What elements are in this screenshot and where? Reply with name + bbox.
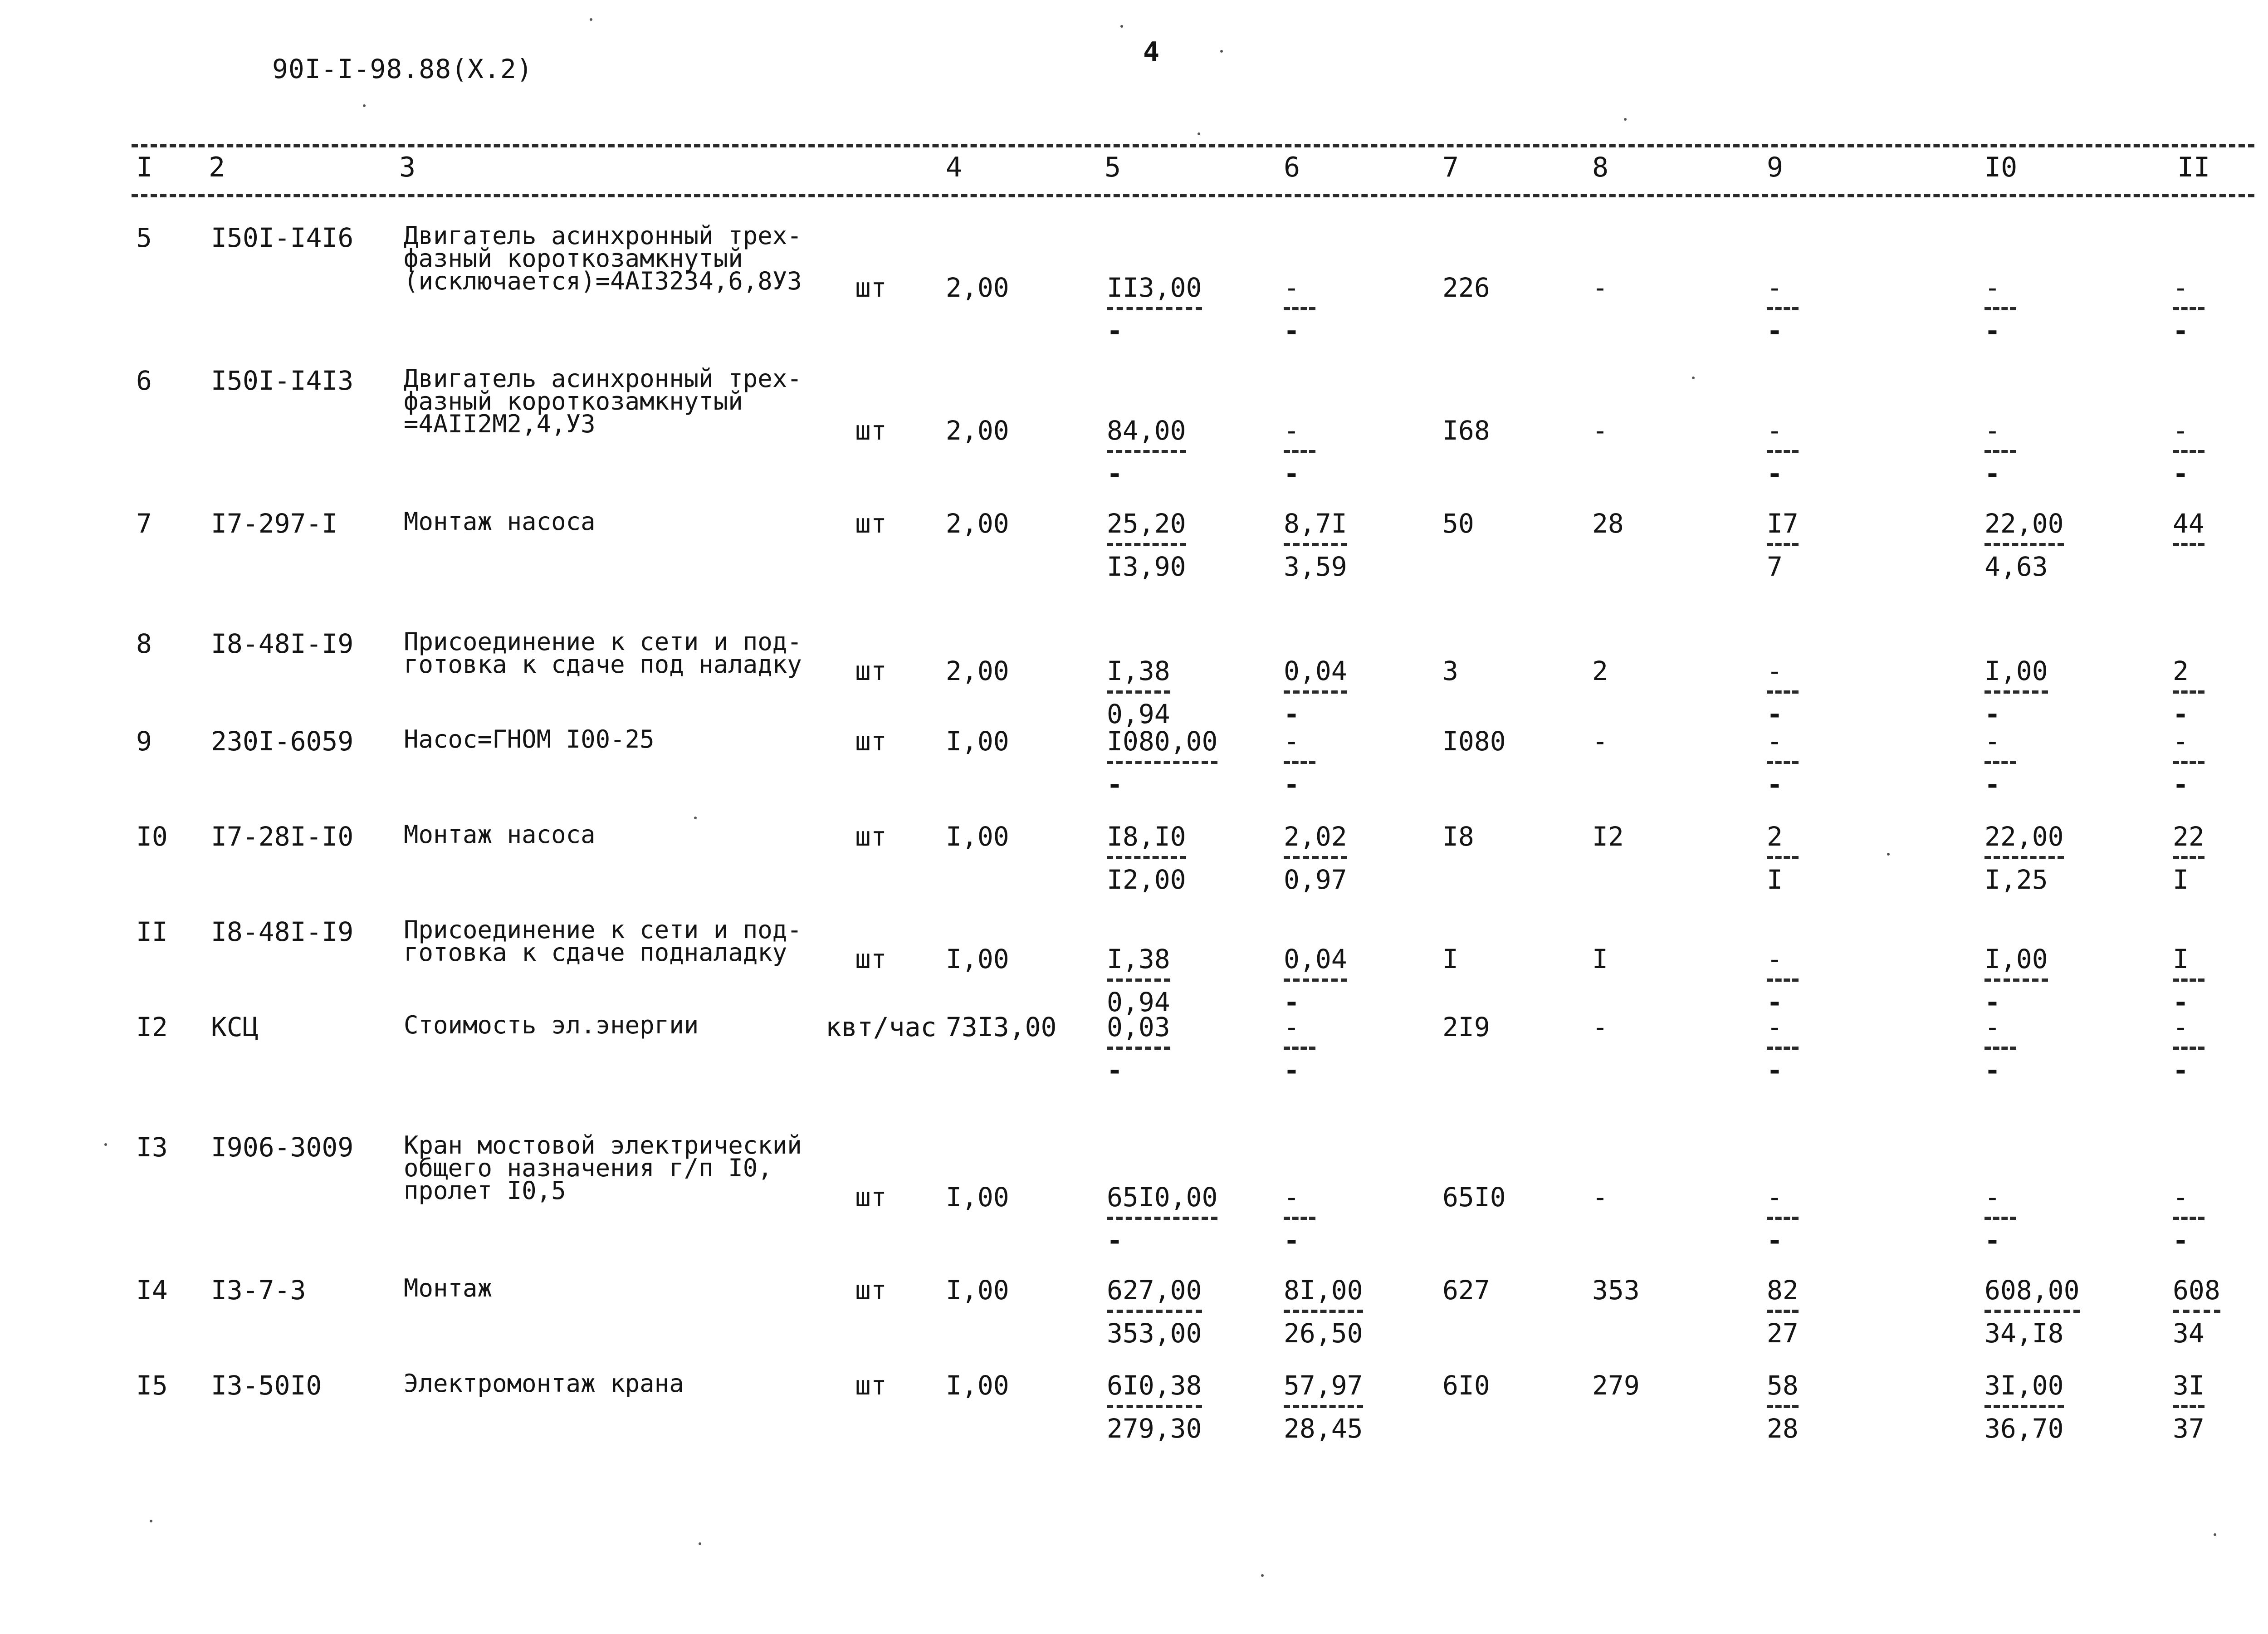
value-top: - xyxy=(1767,1014,1799,1050)
value-top: - xyxy=(2173,274,2204,310)
row-description xyxy=(404,1369,839,1398)
row-number: I5 xyxy=(136,1370,168,1401)
row-quantity: I,00 xyxy=(946,1182,1009,1213)
row-quantity: 2,00 xyxy=(946,415,1009,446)
value-top: I,38 xyxy=(1107,946,1170,982)
value-top: I7 xyxy=(1767,510,1799,546)
value-top: II3,00 xyxy=(1107,274,1202,310)
value-top: 2 xyxy=(2173,658,2204,694)
value-c8: 28 xyxy=(1592,508,1624,539)
value-top: I xyxy=(2173,946,2204,982)
column-header: II xyxy=(2177,152,2210,183)
value-c5 xyxy=(1107,1372,1202,1442)
value-top: - xyxy=(1984,1014,2016,1050)
value-bottom: - xyxy=(1284,315,1300,346)
value-bottom: - xyxy=(1984,769,2000,800)
value-top: 2 xyxy=(1767,823,1799,859)
value-bottom xyxy=(2173,546,2204,553)
row-quantity: 73I3,00 xyxy=(946,1012,1057,1042)
value-c6 xyxy=(1284,726,1315,800)
value-top: I8,I0 xyxy=(1107,823,1186,859)
row-unit: шт xyxy=(855,1182,887,1213)
value-bottom: I,25 xyxy=(1984,864,2048,895)
value-c11 xyxy=(2173,658,2204,727)
value-bottom: - xyxy=(1284,1225,1300,1256)
value-c7: I68 xyxy=(1442,415,1490,446)
value-bottom: 279,30 xyxy=(1107,1413,1202,1444)
value-bottom: - xyxy=(1107,1225,1123,1256)
value-bottom: 34 xyxy=(2173,1318,2204,1349)
value-c6 xyxy=(1284,658,1347,727)
row-description xyxy=(404,725,839,753)
value-top: 608 xyxy=(2173,1277,2220,1313)
value-c9 xyxy=(1767,417,1799,487)
value-top: 58 xyxy=(1767,1372,1799,1408)
value-c7: I xyxy=(1442,944,1458,974)
value-top: 2,02 xyxy=(1284,823,1347,859)
value-bottom: 36,70 xyxy=(1984,1413,2064,1444)
description-line: фазный короткозамкнутый xyxy=(404,387,743,416)
value-top: - xyxy=(1284,728,1315,764)
value-c7: I080 xyxy=(1442,726,1506,757)
description-line: фазный короткозамкнутый xyxy=(404,244,743,273)
value-bottom: - xyxy=(1984,699,2000,729)
value-c11 xyxy=(2173,1372,2204,1442)
row-code: I8-48I-I9 xyxy=(211,916,354,947)
value-c10 xyxy=(1984,417,2016,487)
value-c5 xyxy=(1107,658,1170,727)
description-line: общего назначения г/п I0, xyxy=(404,1154,772,1182)
value-top: 65I0,00 xyxy=(1107,1184,1217,1220)
column-header: 8 xyxy=(1592,152,1609,183)
value-bottom: - xyxy=(1767,458,1783,489)
value-top: 0,03 xyxy=(1107,1014,1170,1050)
description-line: Присоединение к сети и под- xyxy=(404,915,802,944)
row-number: I4 xyxy=(136,1275,168,1306)
value-c11 xyxy=(2173,1012,2204,1086)
value-c6 xyxy=(1284,510,1347,580)
value-c9 xyxy=(1767,274,1799,344)
value-bottom: 37 xyxy=(2173,1413,2204,1444)
value-bottom: 0,97 xyxy=(1284,864,1347,895)
value-c8: - xyxy=(1592,1182,1608,1213)
value-top: I,38 xyxy=(1107,658,1170,694)
value-bottom: - xyxy=(1767,987,1783,1018)
column-header: 4 xyxy=(946,152,963,183)
value-c8: 353 xyxy=(1592,1275,1640,1306)
value-bottom: I xyxy=(2173,864,2189,895)
value-top: - xyxy=(1984,728,2016,764)
row-unit: шт xyxy=(855,1275,887,1306)
row-number: I0 xyxy=(136,821,168,852)
value-top: 608,00 xyxy=(1984,1277,2080,1313)
value-top: - xyxy=(1284,1014,1315,1050)
value-bottom: - xyxy=(1107,769,1123,800)
value-c8: - xyxy=(1592,415,1608,446)
value-top: 84,00 xyxy=(1107,417,1186,453)
value-c9 xyxy=(1767,1182,1799,1256)
value-c11 xyxy=(2173,1182,2204,1256)
value-bottom: - xyxy=(1284,458,1300,489)
value-c8: - xyxy=(1592,726,1608,757)
row-description xyxy=(404,1011,839,1039)
row-number: 6 xyxy=(136,365,152,396)
value-bottom: 28 xyxy=(1767,1413,1799,1444)
row-code: I7-297-I xyxy=(211,508,338,539)
row-description xyxy=(404,1131,839,1205)
value-bottom: 0,94 xyxy=(1107,699,1170,729)
value-c8: 2 xyxy=(1592,656,1608,686)
row-unit: шт xyxy=(855,415,887,446)
value-top: 44 xyxy=(2173,510,2204,546)
value-c6 xyxy=(1284,944,1347,1018)
value-top: 627,00 xyxy=(1107,1277,1202,1313)
value-c11 xyxy=(2173,944,2204,1018)
value-c10 xyxy=(1984,823,2064,893)
value-c10 xyxy=(1984,944,2048,1018)
row-code: I7-28I-I0 xyxy=(211,821,354,852)
row-quantity: 2,00 xyxy=(946,656,1009,686)
row-unit: шт xyxy=(855,944,887,974)
value-bottom: - xyxy=(1767,1055,1783,1086)
value-c10 xyxy=(1984,510,2064,580)
row-code: I906-3009 xyxy=(211,1132,354,1163)
value-c10 xyxy=(1984,1012,2016,1086)
row-description xyxy=(404,221,839,295)
row-code: I8-48I-I9 xyxy=(211,628,354,659)
value-c8: I2 xyxy=(1592,821,1624,852)
value-top: - xyxy=(1284,274,1315,310)
value-top: - xyxy=(1767,417,1799,453)
row-description xyxy=(404,915,839,967)
description-line: Монтаж xyxy=(404,1274,493,1302)
value-c8: 279 xyxy=(1592,1370,1640,1401)
row-description xyxy=(404,364,839,438)
value-bottom: - xyxy=(1284,1055,1300,1086)
row-number: I3 xyxy=(136,1132,168,1163)
value-c11 xyxy=(2173,417,2204,487)
description-line: пролет I0,5 xyxy=(404,1176,566,1205)
value-top: I,00 xyxy=(1984,946,2048,982)
row-number: I2 xyxy=(136,1012,168,1042)
value-bottom: I2,00 xyxy=(1107,864,1186,895)
value-top: - xyxy=(1984,274,2016,310)
value-top: 6I0,38 xyxy=(1107,1372,1202,1408)
row-quantity: I,00 xyxy=(946,1370,1009,1401)
row-unit: шт xyxy=(855,508,887,539)
value-top: - xyxy=(1767,658,1799,694)
value-bottom: - xyxy=(2173,987,2189,1018)
row-quantity: I,00 xyxy=(946,1275,1009,1306)
row-unit: шт xyxy=(855,726,887,757)
value-bottom: - xyxy=(2173,1055,2189,1086)
value-c10 xyxy=(1984,658,2048,727)
value-c9 xyxy=(1767,726,1799,800)
row-description xyxy=(404,507,839,536)
row-quantity: I,00 xyxy=(946,821,1009,852)
description-line: Монтаж насоса xyxy=(404,507,596,536)
value-c8: I xyxy=(1592,944,1608,974)
value-c5 xyxy=(1107,1182,1218,1256)
value-bottom: I3,90 xyxy=(1107,551,1186,582)
row-quantity: 2,00 xyxy=(946,272,1009,303)
row-quantity: 2,00 xyxy=(946,508,1009,539)
value-top: 25,20 xyxy=(1107,510,1186,546)
description-line: Присоединение к сети и под- xyxy=(404,627,802,656)
value-bottom: 353,00 xyxy=(1107,1318,1202,1349)
value-top: 82 xyxy=(1767,1277,1799,1313)
value-top: 8I,00 xyxy=(1284,1277,1363,1313)
value-bottom: - xyxy=(2173,769,2189,800)
value-c7: 3 xyxy=(1442,656,1458,686)
value-bottom: - xyxy=(1107,315,1123,346)
value-c10 xyxy=(1984,726,2016,800)
value-bottom: - xyxy=(2173,1225,2189,1256)
column-header: 7 xyxy=(1442,152,1459,183)
value-c7: 65I0 xyxy=(1442,1182,1506,1213)
value-bottom: 26,50 xyxy=(1284,1318,1363,1349)
description-line: Двигатель асинхронный трех- xyxy=(404,364,802,393)
value-top: 22 xyxy=(2173,823,2204,859)
value-bottom: - xyxy=(2173,699,2189,729)
value-bottom: 28,45 xyxy=(1284,1413,1363,1444)
value-c5 xyxy=(1107,510,1186,580)
value-c9 xyxy=(1767,510,1799,580)
value-bottom: - xyxy=(1107,458,1123,489)
value-bottom: - xyxy=(1984,458,2000,489)
value-top: - xyxy=(2173,1014,2204,1050)
description-line: Электромонтаж крана xyxy=(404,1369,684,1398)
value-c5 xyxy=(1107,1275,1202,1349)
description-line: Стоимость эл.энергии xyxy=(404,1011,699,1039)
value-c9 xyxy=(1767,658,1799,727)
description-line: Двигатель асинхронный трех- xyxy=(404,221,802,250)
value-c6 xyxy=(1284,274,1315,344)
description-line: Кран мостовой электрический xyxy=(404,1131,802,1159)
value-c9 xyxy=(1767,1275,1799,1349)
value-bottom: 34,I8 xyxy=(1984,1318,2064,1349)
value-c9 xyxy=(1767,1372,1799,1442)
value-top: 0,04 xyxy=(1284,946,1347,982)
description-line: Насос=ГНОМ I00-25 xyxy=(404,725,655,753)
row-description xyxy=(404,1274,839,1302)
value-bottom: 3,59 xyxy=(1284,551,1347,582)
value-bottom: - xyxy=(1984,315,2000,346)
value-top: 3I xyxy=(2173,1372,2204,1408)
value-top: 0,04 xyxy=(1284,658,1347,694)
description-line: готовка к сдаче под наладку xyxy=(404,650,802,679)
column-header: 3 xyxy=(399,152,416,183)
value-c7: 6I0 xyxy=(1442,1370,1490,1401)
value-bottom: - xyxy=(1767,1225,1783,1256)
value-top: - xyxy=(1284,417,1315,453)
value-c7: 627 xyxy=(1442,1275,1490,1306)
description-line: готовка к сдаче подналадку xyxy=(404,938,787,967)
column-header: 6 xyxy=(1284,152,1300,183)
value-c7: 226 xyxy=(1442,272,1490,303)
value-bottom: 7 xyxy=(1767,551,1783,582)
row-unit: шт xyxy=(855,272,887,303)
value-c10 xyxy=(1984,1372,2064,1442)
value-c10 xyxy=(1984,1182,2016,1256)
row-code: I50I-I4I3 xyxy=(211,365,354,396)
value-c9 xyxy=(1767,823,1799,893)
row-number: 5 xyxy=(136,222,152,253)
value-top: I,00 xyxy=(1984,658,2048,694)
column-header: I0 xyxy=(1984,152,2018,183)
value-c9 xyxy=(1767,1012,1799,1086)
page-number: 4 xyxy=(1143,36,1160,68)
value-bottom: - xyxy=(1107,1055,1123,1086)
row-number: 8 xyxy=(136,628,152,659)
value-top: - xyxy=(2173,417,2204,453)
value-c6 xyxy=(1284,1275,1363,1349)
value-bottom: 4,63 xyxy=(1984,551,2048,582)
value-bottom: - xyxy=(1984,1055,2000,1086)
value-top: 8,7I xyxy=(1284,510,1347,546)
value-c5 xyxy=(1107,726,1218,800)
row-unit: квт/час xyxy=(826,1012,937,1042)
row-number: 7 xyxy=(136,508,152,539)
value-top: - xyxy=(1767,274,1799,310)
value-top: 22,00 xyxy=(1984,510,2064,546)
value-top: I080,00 xyxy=(1107,728,1217,764)
document-code: 90I-I-98.88(X.2) xyxy=(272,54,533,84)
value-c5 xyxy=(1107,1012,1170,1086)
value-bottom: 0,94 xyxy=(1107,987,1170,1018)
row-number: 9 xyxy=(136,726,152,757)
value-c6 xyxy=(1284,1012,1315,1086)
row-code: КСЦ xyxy=(211,1012,259,1042)
value-top: - xyxy=(1767,946,1799,982)
value-top: - xyxy=(1984,1184,2016,1220)
value-c5 xyxy=(1107,823,1186,893)
value-bottom: - xyxy=(1984,987,2000,1018)
value-c11 xyxy=(2173,274,2204,344)
value-top: - xyxy=(2173,728,2204,764)
value-bottom: I xyxy=(1767,864,1783,895)
value-bottom: - xyxy=(2173,315,2189,346)
row-unit: шт xyxy=(855,821,887,852)
description-line: (исключается)=4AI3234,6,8УЗ xyxy=(404,267,802,295)
value-c6 xyxy=(1284,1372,1363,1442)
value-top: - xyxy=(1284,1184,1315,1220)
value-top: 57,97 xyxy=(1284,1372,1363,1408)
row-code: 230I-6059 xyxy=(211,726,354,757)
row-description xyxy=(404,820,839,849)
value-c6 xyxy=(1284,1182,1315,1256)
row-quantity: I,00 xyxy=(946,726,1009,757)
value-c11 xyxy=(2173,510,2204,553)
row-description xyxy=(404,627,839,679)
row-code: I3-50I0 xyxy=(211,1370,322,1401)
value-c7: I8 xyxy=(1442,821,1474,852)
value-c6 xyxy=(1284,417,1315,487)
value-top: - xyxy=(1984,417,2016,453)
value-top: 22,00 xyxy=(1984,823,2064,859)
value-top: - xyxy=(2173,1184,2204,1220)
value-c7: 50 xyxy=(1442,508,1474,539)
value-bottom: - xyxy=(1767,699,1783,729)
column-header: 2 xyxy=(209,152,225,183)
value-c11 xyxy=(2173,726,2204,800)
value-c7: 2I9 xyxy=(1442,1012,1490,1042)
column-header: 5 xyxy=(1105,152,1121,183)
row-unit: шт xyxy=(855,1370,887,1401)
description-line: Монтаж насоса xyxy=(404,820,596,849)
value-bottom: - xyxy=(2173,458,2189,489)
value-c5 xyxy=(1107,274,1202,344)
value-c5 xyxy=(1107,944,1170,1018)
value-c8: - xyxy=(1592,1012,1608,1042)
value-top: 3I,00 xyxy=(1984,1372,2064,1408)
value-bottom: 27 xyxy=(1767,1318,1799,1349)
description-line: =4AII2M2,4,УЗ xyxy=(404,410,596,438)
value-top: - xyxy=(1767,728,1799,764)
value-bottom: - xyxy=(1284,699,1300,729)
value-bottom: - xyxy=(1767,315,1783,346)
value-c6 xyxy=(1284,823,1347,893)
row-code: I50I-I4I6 xyxy=(211,222,354,253)
row-quantity: I,00 xyxy=(946,944,1009,974)
value-bottom: - xyxy=(1284,987,1300,1018)
value-bottom: - xyxy=(1767,769,1783,800)
value-c10 xyxy=(1984,1275,2080,1349)
value-c5 xyxy=(1107,417,1186,487)
value-c8: - xyxy=(1592,272,1608,303)
value-bottom: - xyxy=(1284,769,1300,800)
row-unit: шт xyxy=(855,656,887,686)
value-c11 xyxy=(2173,1275,2220,1349)
value-c10 xyxy=(1984,274,2016,344)
row-number: II xyxy=(136,916,168,947)
value-c11 xyxy=(2173,823,2204,893)
row-code: I3-7-3 xyxy=(211,1275,306,1306)
value-top: - xyxy=(1767,1184,1799,1220)
value-c9 xyxy=(1767,944,1799,1018)
value-bottom: - xyxy=(1984,1225,2000,1256)
column-header: I xyxy=(136,152,153,183)
column-header: 9 xyxy=(1767,152,1784,183)
